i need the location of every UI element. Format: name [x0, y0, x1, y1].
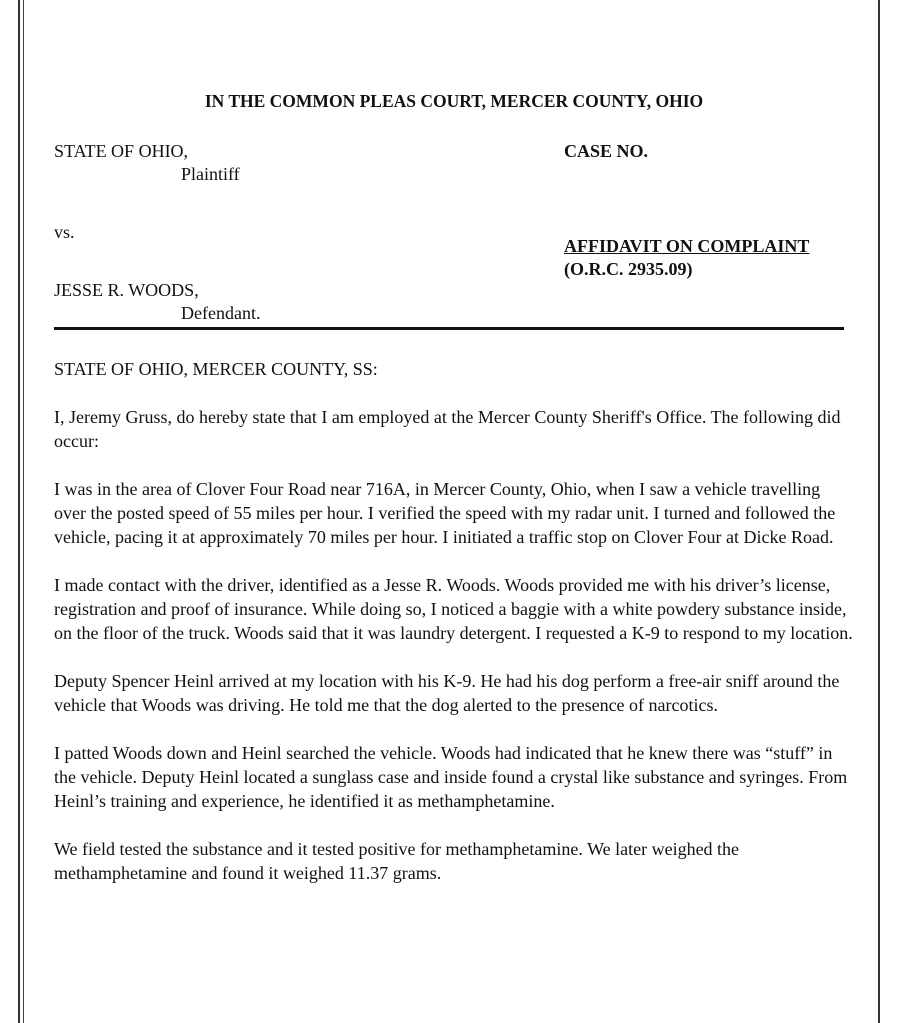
defendant-name: JESSE R. WOODS,: [54, 280, 199, 300]
caption-divider: [54, 327, 844, 330]
case-caption-parties: [54, 140, 260, 325]
venue-line: STATE OF OHIO, MERCER COUNTY, SS:: [54, 359, 378, 379]
affidavit-body: [54, 357, 854, 909]
paragraph-field-test: We field tested the substance and it tested positive for methamphetamine. We later weighed the methamphetamine and found it weighed 11.37 grams.: [54, 839, 740, 883]
court-title: IN THE COMMON PLEAS COURT, MERCER COUNTY, OHIO: [204, 91, 704, 111]
case-number-label: CASE NO.: [564, 141, 649, 161]
paragraph-k9-sniff: Deputy Spencer Heinl arrived at my location with his K-9. He had his dog perform a free-air sniff around the vehicle that Woods was driving. He told me that the dog alerted to the presence of narcotics.: [54, 671, 840, 715]
document-title: AFFIDAVIT ON COMPLAINT: [564, 236, 810, 256]
paragraph-vehicle-search: I patted Woods down and Heinl searched the vehicle. Woods had indicated that he knew there was “stuff” in the vehicle. Deputy Heinl located a sunglass case and inside found a crystal like substance and syringes. From Heinl’s training and experience, he identified it as methamphetamine.: [54, 743, 848, 811]
plaintiff-label: Plaintiff: [181, 164, 240, 184]
case-caption-info: [564, 140, 809, 281]
paragraph-affiant: I, Jeremy Gruss, do hereby state that I am employed at the Mercer County Sheriff's Office. The following did occur:: [54, 407, 841, 451]
paragraph-driver-contact: I made contact with the driver, identified as a Jesse R. Woods. Woods provided me with his driver’s license, registration and proof of insurance. While doing so, I noticed a baggie with a white powdery substance inside, on the floor of the truck. Woods said that it was laundry detergent. I requested a K-9 to respond to my location.: [54, 575, 853, 643]
page-border-left-outer: [18, 0, 20, 1023]
paragraph-traffic-stop: I was in the area of Clover Four Road near 716A, in Mercer County, Ohio, when I saw a vehicle travelling over the posted speed of 55 miles per hour. I verified the speed with my radar unit. I turned and followed the vehicle, pacing it at approximately 70 miles per hour. I initiated a traffic stop on Clover Four at Dicke Road.: [54, 479, 836, 547]
page-border-left-inner: [23, 0, 24, 1023]
plaintiff-name: STATE OF OHIO,: [54, 141, 189, 161]
statute-reference: (O.R.C. 2935.09): [564, 259, 693, 279]
defendant-label: Defendant.: [181, 303, 261, 323]
versus-label: vs.: [54, 222, 75, 242]
page-border-right: [878, 0, 880, 1023]
